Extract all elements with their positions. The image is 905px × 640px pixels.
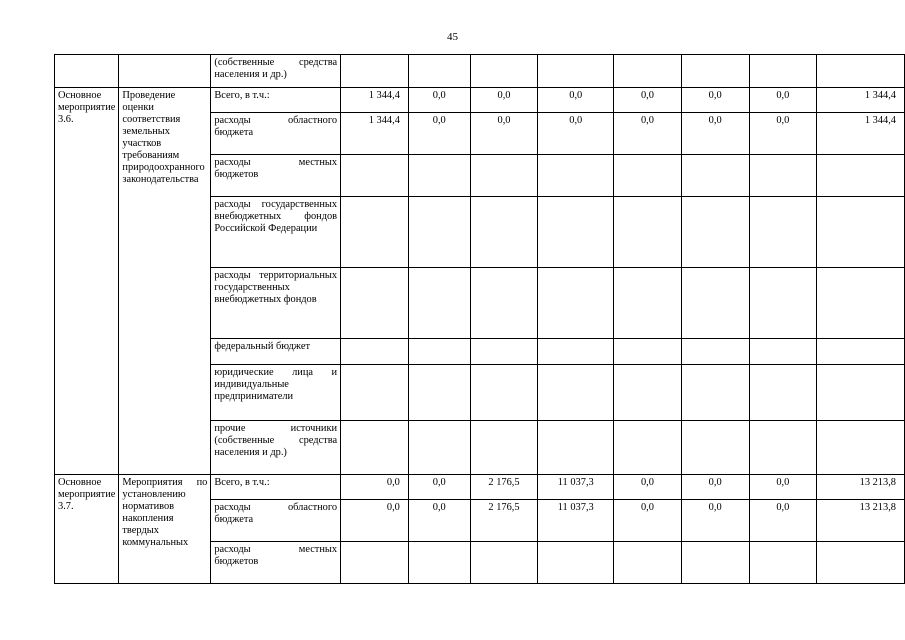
value-cell <box>681 55 749 88</box>
value-cell: 0,0 <box>681 475 749 500</box>
value-cell <box>614 421 682 475</box>
value-cell: 0,0 <box>614 475 682 500</box>
source-cell: федеральный бюджет <box>211 339 341 365</box>
value-cell <box>749 197 817 268</box>
value-cell <box>817 421 905 475</box>
measure-cell: Основное мероприятие 3.7. <box>55 475 119 584</box>
value-cell: 1 344,4 <box>817 88 905 113</box>
table-row <box>55 55 905 88</box>
value-cell <box>341 421 409 475</box>
budget-table <box>54 54 905 584</box>
value-cell: 0,0 <box>614 500 682 542</box>
value-cell <box>749 339 817 365</box>
value-cell <box>749 268 817 339</box>
value-cell: 11 037,3 <box>538 500 614 542</box>
value-cell <box>614 155 682 197</box>
value-cell: 2 176,5 <box>470 500 538 542</box>
value-cell: 0,0 <box>408 88 470 113</box>
value-cell <box>341 542 409 584</box>
value-cell <box>681 155 749 197</box>
value-cell <box>817 155 905 197</box>
value-cell: 0,0 <box>470 113 538 155</box>
page-number: 45 <box>447 31 458 43</box>
source-cell: расходы местных бюджетов <box>211 155 341 197</box>
value-cell <box>614 339 682 365</box>
table-row <box>55 88 905 113</box>
value-cell <box>408 542 470 584</box>
value-cell <box>614 542 682 584</box>
value-cell <box>681 268 749 339</box>
value-cell <box>538 365 614 421</box>
value-cell: 0,0 <box>470 88 538 113</box>
value-cell: 0,0 <box>681 113 749 155</box>
value-cell <box>408 55 470 88</box>
value-cell <box>470 365 538 421</box>
value-cell <box>749 365 817 421</box>
value-cell <box>408 339 470 365</box>
value-cell: 0,0 <box>408 113 470 155</box>
value-cell: 0,0 <box>538 88 614 113</box>
value-cell: 0,0 <box>749 475 817 500</box>
value-cell <box>538 197 614 268</box>
source-cell: (собственные средства населения и др.) <box>211 55 341 88</box>
value-cell <box>681 542 749 584</box>
measure-cell: Основное мероприятие 3.6. <box>55 88 119 475</box>
source-cell: Всего, в т.ч.: <box>211 88 341 113</box>
value-cell <box>470 197 538 268</box>
value-cell <box>408 421 470 475</box>
value-cell <box>614 365 682 421</box>
value-cell: 13 213,8 <box>817 500 905 542</box>
value-cell: 0,0 <box>538 113 614 155</box>
measure-cell <box>55 55 119 88</box>
value-cell <box>817 268 905 339</box>
value-cell <box>408 197 470 268</box>
value-cell <box>681 197 749 268</box>
value-cell: 0,0 <box>614 88 682 113</box>
value-cell <box>614 268 682 339</box>
value-cell: 1 344,4 <box>817 113 905 155</box>
title-cell: Мероприятия по установлению нормативов накопления твердых коммунальных <box>119 475 211 584</box>
source-cell: юридические лица и индивидуальные предприниматели <box>211 365 341 421</box>
title-cell <box>119 55 211 88</box>
value-cell: 2 176,5 <box>470 475 538 500</box>
value-cell <box>817 365 905 421</box>
value-cell <box>749 155 817 197</box>
value-cell <box>538 55 614 88</box>
source-cell: Всего, в т.ч.: <box>211 475 341 500</box>
value-cell <box>341 339 409 365</box>
value-cell <box>341 365 409 421</box>
source-cell: расходы областного бюджета <box>211 500 341 542</box>
value-cell <box>614 55 682 88</box>
table-row <box>55 475 905 500</box>
source-cell: расходы местных бюджетов <box>211 542 341 584</box>
value-cell <box>817 542 905 584</box>
value-cell: 0,0 <box>408 500 470 542</box>
value-cell <box>470 339 538 365</box>
value-cell: 0,0 <box>749 500 817 542</box>
value-cell <box>470 55 538 88</box>
source-cell: расходы территориальных государственных внебюджетных фондов <box>211 268 341 339</box>
title-cell: Проведение оценки соответствия земельных участков требованиям природоохранного законодательства <box>119 88 211 475</box>
value-cell <box>749 542 817 584</box>
value-cell: 0,0 <box>749 88 817 113</box>
value-cell: 11 037,3 <box>538 475 614 500</box>
value-cell <box>538 339 614 365</box>
value-cell: 0,0 <box>681 500 749 542</box>
source-cell: расходы областного бюджета <box>211 113 341 155</box>
value-cell <box>470 421 538 475</box>
value-cell: 1 344,4 <box>341 88 409 113</box>
value-cell: 13 213,8 <box>817 475 905 500</box>
value-cell <box>538 155 614 197</box>
value-cell <box>341 55 409 88</box>
value-cell <box>408 155 470 197</box>
value-cell <box>470 542 538 584</box>
value-cell: 0,0 <box>614 113 682 155</box>
value-cell <box>538 421 614 475</box>
value-cell <box>681 365 749 421</box>
value-cell: 0,0 <box>341 475 409 500</box>
value-cell <box>341 268 409 339</box>
value-cell <box>408 268 470 339</box>
value-cell <box>817 197 905 268</box>
value-cell: 0,0 <box>341 500 409 542</box>
value-cell <box>817 55 905 88</box>
value-cell: 0,0 <box>408 475 470 500</box>
value-cell <box>470 155 538 197</box>
value-cell <box>470 268 538 339</box>
value-cell <box>341 155 409 197</box>
value-cell <box>817 339 905 365</box>
value-cell <box>681 421 749 475</box>
value-cell <box>538 268 614 339</box>
value-cell: 1 344,4 <box>341 113 409 155</box>
value-cell: 0,0 <box>681 88 749 113</box>
source-cell: прочие источники (собственные средства населения и др.) <box>211 421 341 475</box>
value-cell <box>681 339 749 365</box>
value-cell <box>749 55 817 88</box>
value-cell <box>749 421 817 475</box>
value-cell <box>538 542 614 584</box>
value-cell <box>614 197 682 268</box>
value-cell: 0,0 <box>749 113 817 155</box>
source-cell: расходы государственных внебюджетных фондов Российской Федерации <box>211 197 341 268</box>
value-cell <box>408 365 470 421</box>
value-cell <box>341 197 409 268</box>
table-body <box>55 55 905 584</box>
